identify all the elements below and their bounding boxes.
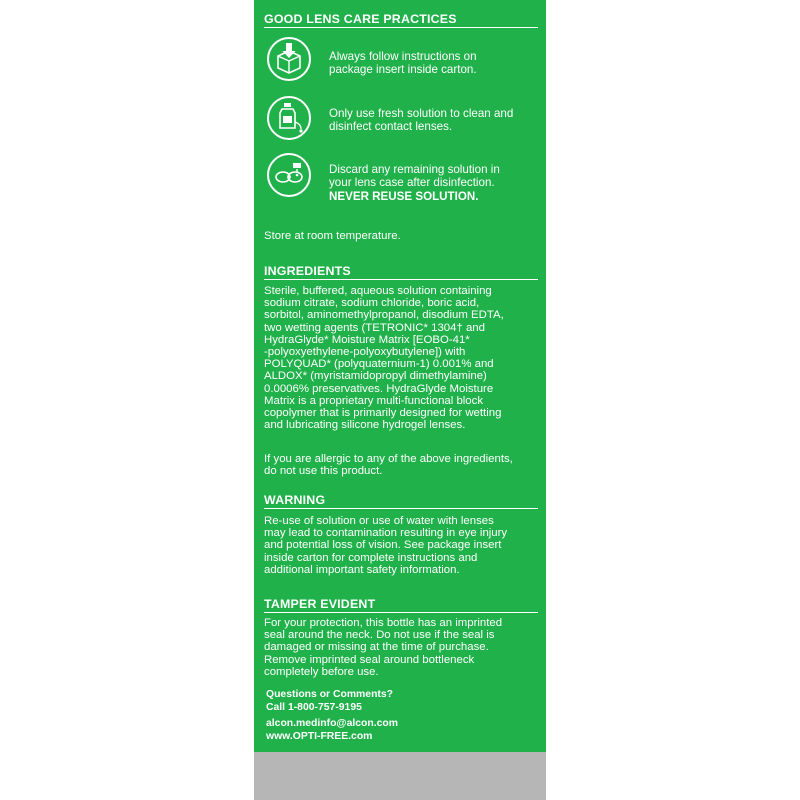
lens-care-header: GOOD LENS CARE PRACTICES	[264, 12, 457, 26]
lens-care-item-3: Discard any remaining solution in your lens case after disinfection. NEVER REUSE SOLUTION.	[329, 163, 537, 203]
never-reuse-warning: NEVER REUSE SOLUTION.	[329, 189, 479, 203]
ingredients-header: INGREDIENTS	[264, 264, 351, 278]
lens-care-divider	[264, 27, 538, 28]
allergy-note: If you are allergic to any of the above ingredients, do not use this product.	[264, 453, 513, 478]
warning-divider	[264, 508, 538, 509]
contact-block	[266, 688, 398, 743]
lens-care-item-1: Always follow instructions on package insert inside carton.	[329, 50, 477, 77]
warning-text: Re-use of solution or use of water with lenses may lead to contamination resulting in eye injury and potential loss of vision. See package insert inside carton for complete instructions and additional important safety information.	[264, 515, 508, 576]
questions-label: Questions or Comments?	[266, 689, 394, 700]
phone-number: Call 1-800-757-9195	[266, 702, 362, 713]
website-url: www.OPTI-FREE.com	[266, 731, 373, 742]
lens-case-icon	[267, 153, 311, 197]
tamper-header: TAMPER EVIDENT	[264, 597, 376, 611]
carton-arrow-icon	[267, 37, 311, 81]
ingredients-divider	[264, 279, 538, 280]
footer-gray-band	[254, 752, 546, 800]
storage-note: Store at room temperature.	[264, 230, 401, 242]
solution-bottle-icon	[267, 96, 311, 140]
tamper-text: For your protection, this bottle has an imprinted seal around the neck. Do not use if the seal is damaged or missing at the time of purchase. Remove imprinted seal around bottleneck completely before use.	[264, 617, 503, 678]
ingredients-text: Sterile, buffered, aqueous solution containing sodium citrate, sodium chloride, boric acid, sorbitol, aminomethylpropanol, disodium EDTA, two wetting agents (TETRONIC* 1304† and HydraGlyde* Moisture Matrix [EOBO-41* -polyoxyethylene-polyoxybutylene]) with POLYQUAD* (polyquaternium-1) 0.001% and ALDOX* (myristamidopropyl dimethylamine) 0.0006% preservatives. HydraGlyde Moisture Matrix is a proprietary multi-functional block copolymer that is primarily designed for wetting and lubricating silicone hydrogel lenses.	[264, 285, 504, 432]
lens-care-item-2: Only use fresh solution to clean and disinfect contact lenses.	[329, 107, 514, 134]
tamper-divider	[264, 612, 538, 613]
email-address: alcon.medinfo@alcon.com	[266, 718, 398, 729]
product-label-panel	[254, 0, 546, 752]
warning-header: WARNING	[264, 493, 326, 507]
